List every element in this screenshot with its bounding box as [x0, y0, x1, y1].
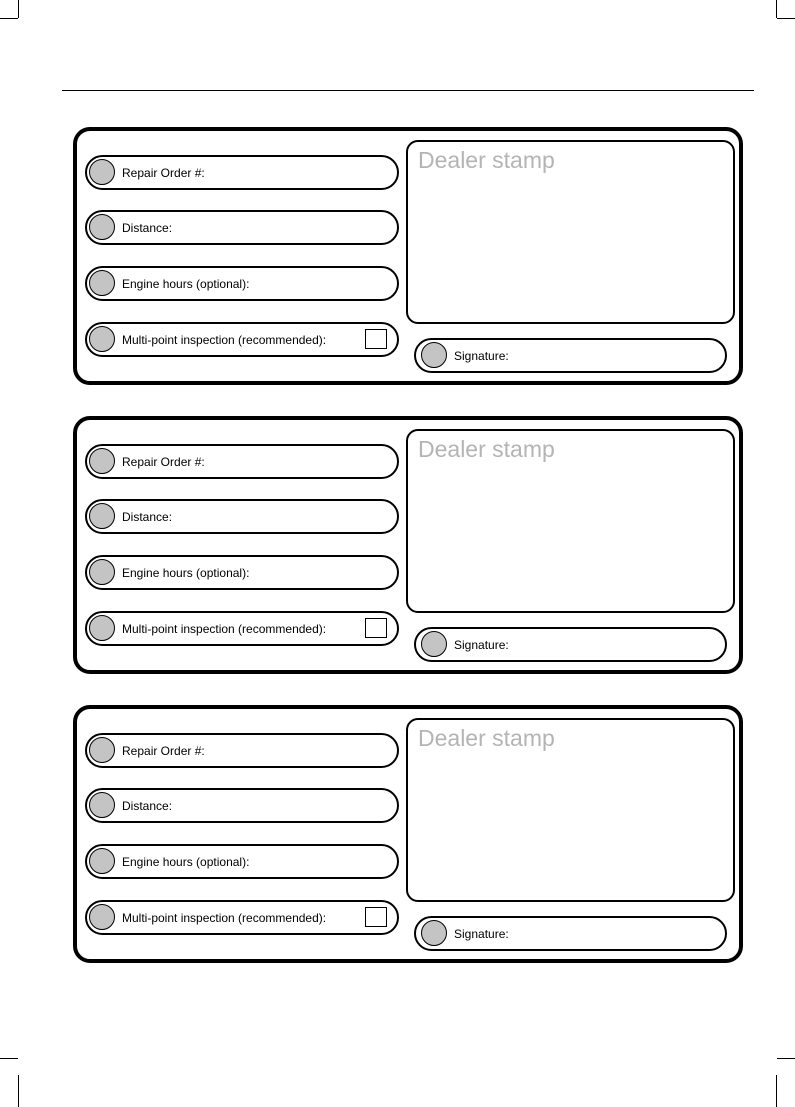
crop-mark-bottom-left	[18, 1075, 19, 1107]
dealer-stamp-box	[406, 718, 735, 902]
distance-label: Distance:	[122, 510, 173, 524]
repair-order-field[interactable]	[85, 155, 399, 190]
repair-order-label: Repair Order #:	[122, 455, 205, 469]
crop-mark-top-right-h	[777, 18, 795, 19]
dealer-stamp-box	[406, 429, 735, 613]
crop-mark-bottom-right-h	[777, 1058, 795, 1059]
engine-hours-field[interactable]	[85, 844, 399, 879]
distance-field[interactable]	[85, 788, 399, 823]
dealer-stamp-box	[406, 140, 735, 324]
circle-bullet-icon	[89, 214, 115, 240]
inspection-field	[85, 900, 399, 935]
inspection-checkbox[interactable]	[365, 329, 387, 349]
header-rule	[62, 90, 754, 91]
distance-field[interactable]	[85, 210, 399, 245]
signature-label: Signature:	[454, 638, 509, 652]
inspection-checkbox[interactable]	[365, 618, 387, 638]
crop-mark-top-right	[776, 0, 777, 18]
inspection-label: Multi-point inspection (recommended):	[122, 622, 327, 636]
signature-field[interactable]	[414, 627, 727, 662]
circle-bullet-icon	[89, 737, 115, 763]
signature-label: Signature:	[454, 349, 509, 363]
distance-field[interactable]	[85, 499, 399, 534]
dealer-stamp-label: Dealer stamp	[418, 436, 555, 462]
distance-label: Distance:	[122, 799, 173, 813]
circle-bullet-icon	[89, 615, 115, 641]
repair-order-field[interactable]	[85, 444, 399, 479]
service-record-card-2	[73, 416, 743, 674]
service-record-card-1	[73, 127, 743, 385]
signature-field[interactable]	[414, 338, 727, 373]
repair-order-label: Repair Order #:	[122, 744, 205, 758]
dealer-stamp-label: Dealer stamp	[418, 725, 555, 751]
engine-hours-label: Engine hours (optional):	[122, 566, 250, 580]
circle-bullet-icon	[89, 326, 115, 352]
crop-mark-top-left	[18, 0, 19, 18]
circle-bullet-icon	[89, 848, 115, 874]
crop-mark-bottom-right	[776, 1075, 777, 1107]
engine-hours-field[interactable]	[85, 555, 399, 590]
inspection-field	[85, 611, 399, 646]
distance-label: Distance:	[122, 221, 173, 235]
service-record-card-3	[73, 705, 743, 963]
dealer-stamp-label: Dealer stamp	[418, 147, 555, 173]
circle-bullet-icon	[89, 448, 115, 474]
circle-bullet-icon	[421, 920, 447, 946]
circle-bullet-icon	[89, 159, 115, 185]
repair-order-label: Repair Order #:	[122, 166, 205, 180]
engine-hours-field[interactable]	[85, 266, 399, 301]
inspection-checkbox[interactable]	[365, 907, 387, 927]
signature-field[interactable]	[414, 916, 727, 951]
crop-mark-bottom-left-h	[0, 1058, 18, 1059]
crop-mark-top-left-h	[0, 18, 18, 19]
circle-bullet-icon	[89, 503, 115, 529]
circle-bullet-icon	[89, 270, 115, 296]
signature-label: Signature:	[454, 927, 509, 941]
inspection-label: Multi-point inspection (recommended):	[122, 911, 327, 925]
circle-bullet-icon	[89, 792, 115, 818]
circle-bullet-icon	[421, 631, 447, 657]
inspection-label: Multi-point inspection (recommended):	[122, 333, 327, 347]
engine-hours-label: Engine hours (optional):	[122, 277, 250, 291]
circle-bullet-icon	[89, 559, 115, 585]
repair-order-field[interactable]	[85, 733, 399, 768]
inspection-field	[85, 322, 399, 357]
engine-hours-label: Engine hours (optional):	[122, 855, 250, 869]
circle-bullet-icon	[421, 342, 447, 368]
circle-bullet-icon	[89, 904, 115, 930]
